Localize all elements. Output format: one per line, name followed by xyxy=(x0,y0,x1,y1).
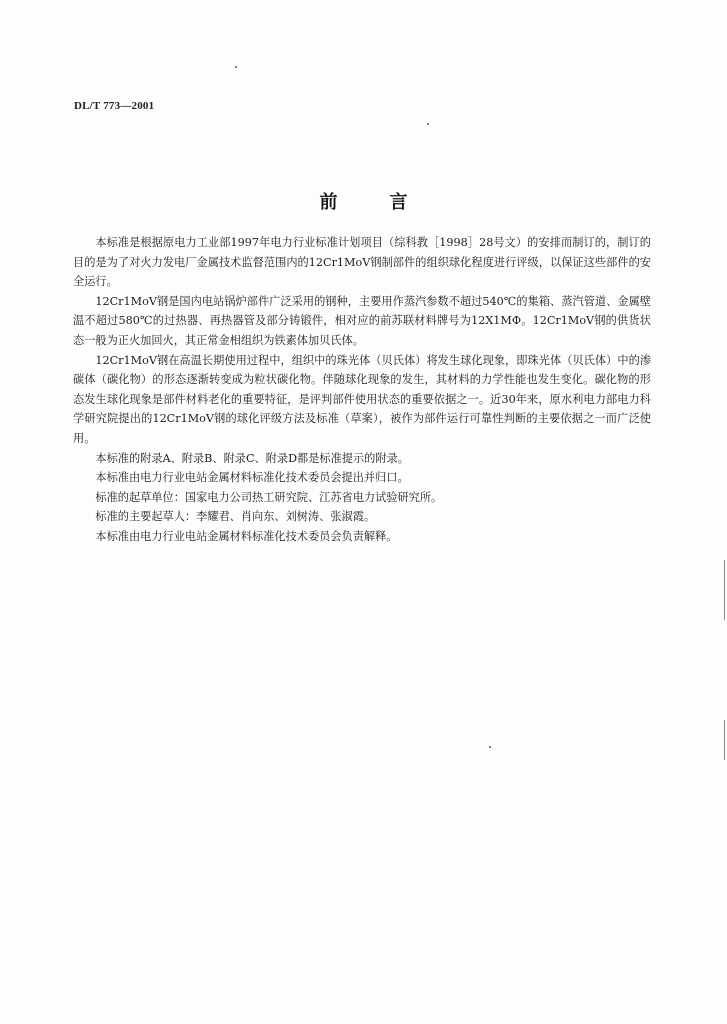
scan-speck xyxy=(235,66,237,68)
page-title xyxy=(0,188,727,214)
paragraph-drafting-units: 标准的起草单位：国家电力公司热工研究院、江苏省电力试验研究所。 xyxy=(95,490,443,504)
paragraph-drafters: 标准的主要起草人：李耀君、肖向东、刘树涛、张淑霞。 xyxy=(95,510,376,524)
title-char-2: 言 xyxy=(389,192,408,213)
paragraph-proposer: 本标准由电力行业电站金属材料标准化技术委员会提出并归口。 xyxy=(95,471,409,485)
scan-speck xyxy=(489,746,491,748)
preface-body xyxy=(73,233,651,547)
document-code: DL/T 773—2001 xyxy=(74,100,155,112)
scan-edge-line xyxy=(724,720,725,760)
paragraph-purpose: 本标准是根据原电力工业部1997年电力行业标准计划项目（综科教［1998］28号文）的安排而制订的，制订的目的是为了对火力发电厂金属技术监督范围内的12Cr1MoV钢制部件的组织球化程度进行评级，以保证这些部件的安全运行。 xyxy=(73,236,651,289)
paragraph-appendices: 本标准的附录A、附录B、附录C、附录D都是标准提示的附录。 xyxy=(95,451,409,465)
paragraph-steel-usage: 12Cr1MoV钢是国内电站锅炉部件广泛采用的钢种，主要用作蒸汽参数不超过540℃的集箱、蒸汽管道、金属壁温不超过580℃的过热器、再热器管及部分铸锻件，相对应的前苏联材料牌号为12X1MΦ。12Cr1MoV钢的供货状态一般为正火加回火，其正常金相组织为铁素体加贝氏体。 xyxy=(73,294,651,347)
scan-edge-line xyxy=(724,560,725,620)
paragraph-spheroidization: 12Cr1MoV钢在高温长期使用过程中，组织中的珠光体（贝氏体）将发生球化现象，即珠光体（贝氏体）中的渗碳体（碳化物）的形态逐渐转变成为粒状碳化物。伴随球化现象的发生，其材料的力学性能也发生变化。碳化物的形态发生球化现象是部件材料老化的重要特征，是评判部件使用状态的重要依据之一。近30年来，原水利电力部电力科学研究院提出的12Cr1MoV钢的球化评级方法及标准（草案），被作为部件运行可靠性判断的主要依据之一而广泛使用。 xyxy=(73,353,651,445)
paragraph-interpretation: 本标准由电力行业电站金属材料标准化技术委员会负责解释。 xyxy=(95,529,398,543)
title-char-1: 前 xyxy=(319,192,338,213)
scan-speck xyxy=(427,123,429,125)
